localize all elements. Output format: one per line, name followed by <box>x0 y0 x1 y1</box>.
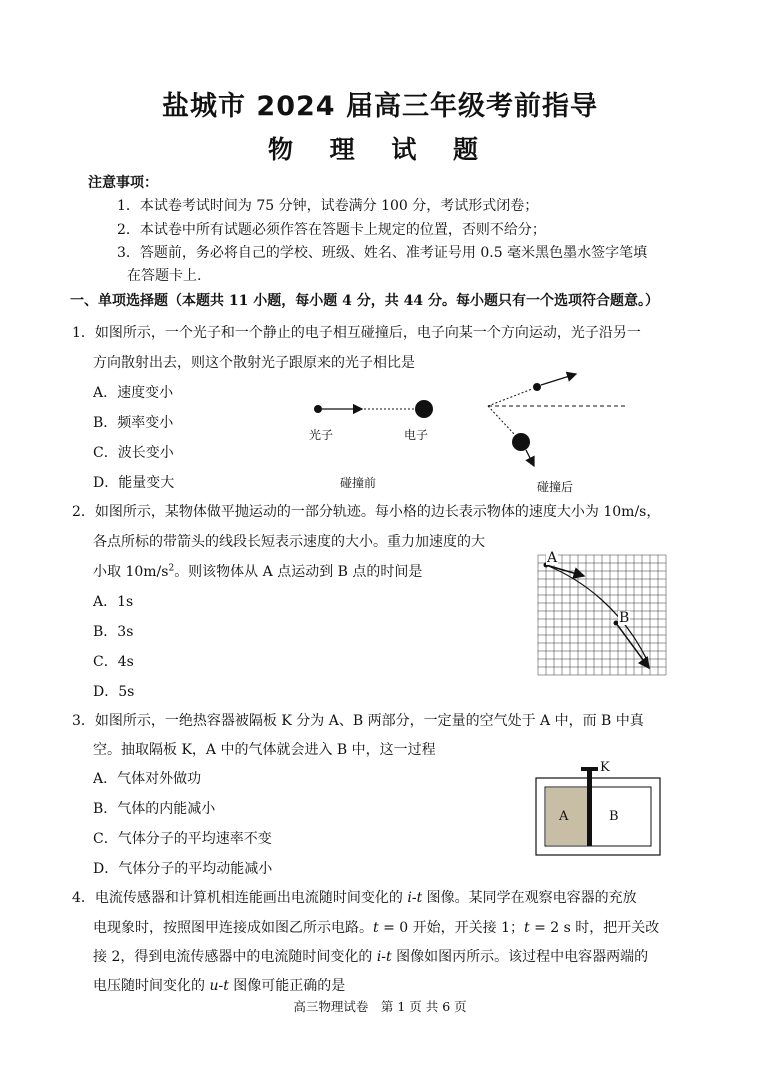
photon-dot <box>314 405 322 413</box>
q2-option-d: D．5s <box>93 684 135 700</box>
scattered-photon-path <box>488 389 532 406</box>
q2-stem-line2: 各点所标的带箭头的线段长短表示速度的大小。重力加速度的大 <box>93 534 485 550</box>
label-a: A <box>559 809 569 824</box>
page-title: 盐城市 2024 届高三年级考前指导 <box>162 91 598 122</box>
q1-option-c: C．波长变小 <box>93 445 174 461</box>
q4-line1: 4．电流传感器和计算机相连能画出电流随时间变化的 i-t 图像。某同学在观察电容器的充放 <box>72 890 637 906</box>
page-footer: 高三物理试卷 第 1 页 共 6 页 <box>293 999 467 1014</box>
q1-option-a: A．速度变小 <box>93 385 174 401</box>
electron-dot <box>415 400 433 418</box>
before-label: 碰撞前 <box>340 476 377 490</box>
q1-option-b: B．频率变小 <box>93 415 174 431</box>
q3-option-c: C．气体分子的平均速率不变 <box>93 831 272 847</box>
note-item-2: 2．本试卷中所有试题必须作答在答题卡上规定的位置，否则不给分； <box>117 222 546 238</box>
notes-heading: 注意事项： <box>88 175 158 191</box>
electron-label: 电子 <box>404 428 429 442</box>
q3-option-b: B．气体的内能减小 <box>93 801 216 817</box>
point-b-label: B <box>619 610 630 626</box>
section-heading: 一、单项选择题（本题共 11 小题，每小题 4 分，共 44 分。每小题只有一个选项符合题意。） <box>70 293 659 309</box>
q3-option-d: D．气体分子的平均动能减小 <box>93 861 273 877</box>
q2-grid-figure <box>538 555 672 683</box>
q1-option-d: D．能量变大 <box>93 475 175 491</box>
q3-stem-line2: 空。抽取隔板 K，A 中的气体就会进入 B 中，这一过程 <box>93 742 436 758</box>
q2-option-a: A．1s <box>93 594 134 610</box>
recoil-electron-path <box>488 406 514 434</box>
after-label: 碰撞后 <box>537 480 574 494</box>
q2-stem-line3: 小取 $10m/s^2$。则该物体从 A 点运动到 B 点的时间是 <box>93 563 423 580</box>
q1-stem-line2: 方向散射出去，则这个散射光子跟原来的光子相比是 <box>93 355 415 371</box>
q2-option-b: B．3s <box>93 624 134 640</box>
recoil-electron-arrow <box>526 450 534 466</box>
label-b: B <box>609 809 619 824</box>
note-item-1: 1．本试卷考试时间为 75 分钟，试卷满分 100 分，考试形式闭卷； <box>117 198 539 214</box>
q3-container-figure <box>535 760 665 860</box>
q4-line3: 接 2，得到电流传感器中的电流随时间变化的 i-t 图像如图丙所示。该过程中电容器两端的 <box>93 949 649 965</box>
q2-stem-line1: 2．如图所示，某物体做平抛运动的一部分轨迹。每小格的边长表示物体的速度大小为 10m/s， <box>72 504 661 520</box>
partition-k <box>587 770 592 846</box>
q1-stem-line1: 1．如图所示，一个光子和一个静止的电子相互碰撞后，电子向某一个方向运动，光子沿另一 <box>72 325 641 341</box>
partition-k-handle <box>581 767 598 771</box>
q3-stem-line1: 3．如图所示，一绝热容器被隔板 K 分为 A、B 两部分，一定量的空气处于 A 中，而 B 中真 <box>72 713 644 729</box>
scattered-photon-dot <box>533 383 541 391</box>
velocity-b-arrow <box>616 623 649 668</box>
grid-lines <box>538 555 666 675</box>
scattered-photon-arrow <box>541 374 576 385</box>
trajectory-curve <box>546 565 648 662</box>
recoil-electron-dot <box>512 433 530 451</box>
q4-line2: 电现象时，按照图甲连接成如图乙所示电路。t = 0 开始，开关接 1；t = 2 s 时，把开关改 <box>93 920 660 936</box>
note-item-3-cont: 在答题卡上. <box>127 268 202 284</box>
q2-option-c: C．4s <box>93 654 134 670</box>
q4-line4: 电压随时间变化的 u-t 图像可能正确的是 <box>93 978 346 994</box>
note-item-3: 3．答题前，务必将自己的学校、班级、姓名、准考证号用 0.5 毫米黑色墨水签字笔填 <box>117 245 648 261</box>
page-subtitle: 物 理 试 题 <box>267 135 493 164</box>
photon-label: 光子 <box>309 428 334 442</box>
q3-option-a: A．气体对外做功 <box>93 771 202 787</box>
point-a-label: A <box>547 550 558 566</box>
label-k: K <box>600 760 610 775</box>
